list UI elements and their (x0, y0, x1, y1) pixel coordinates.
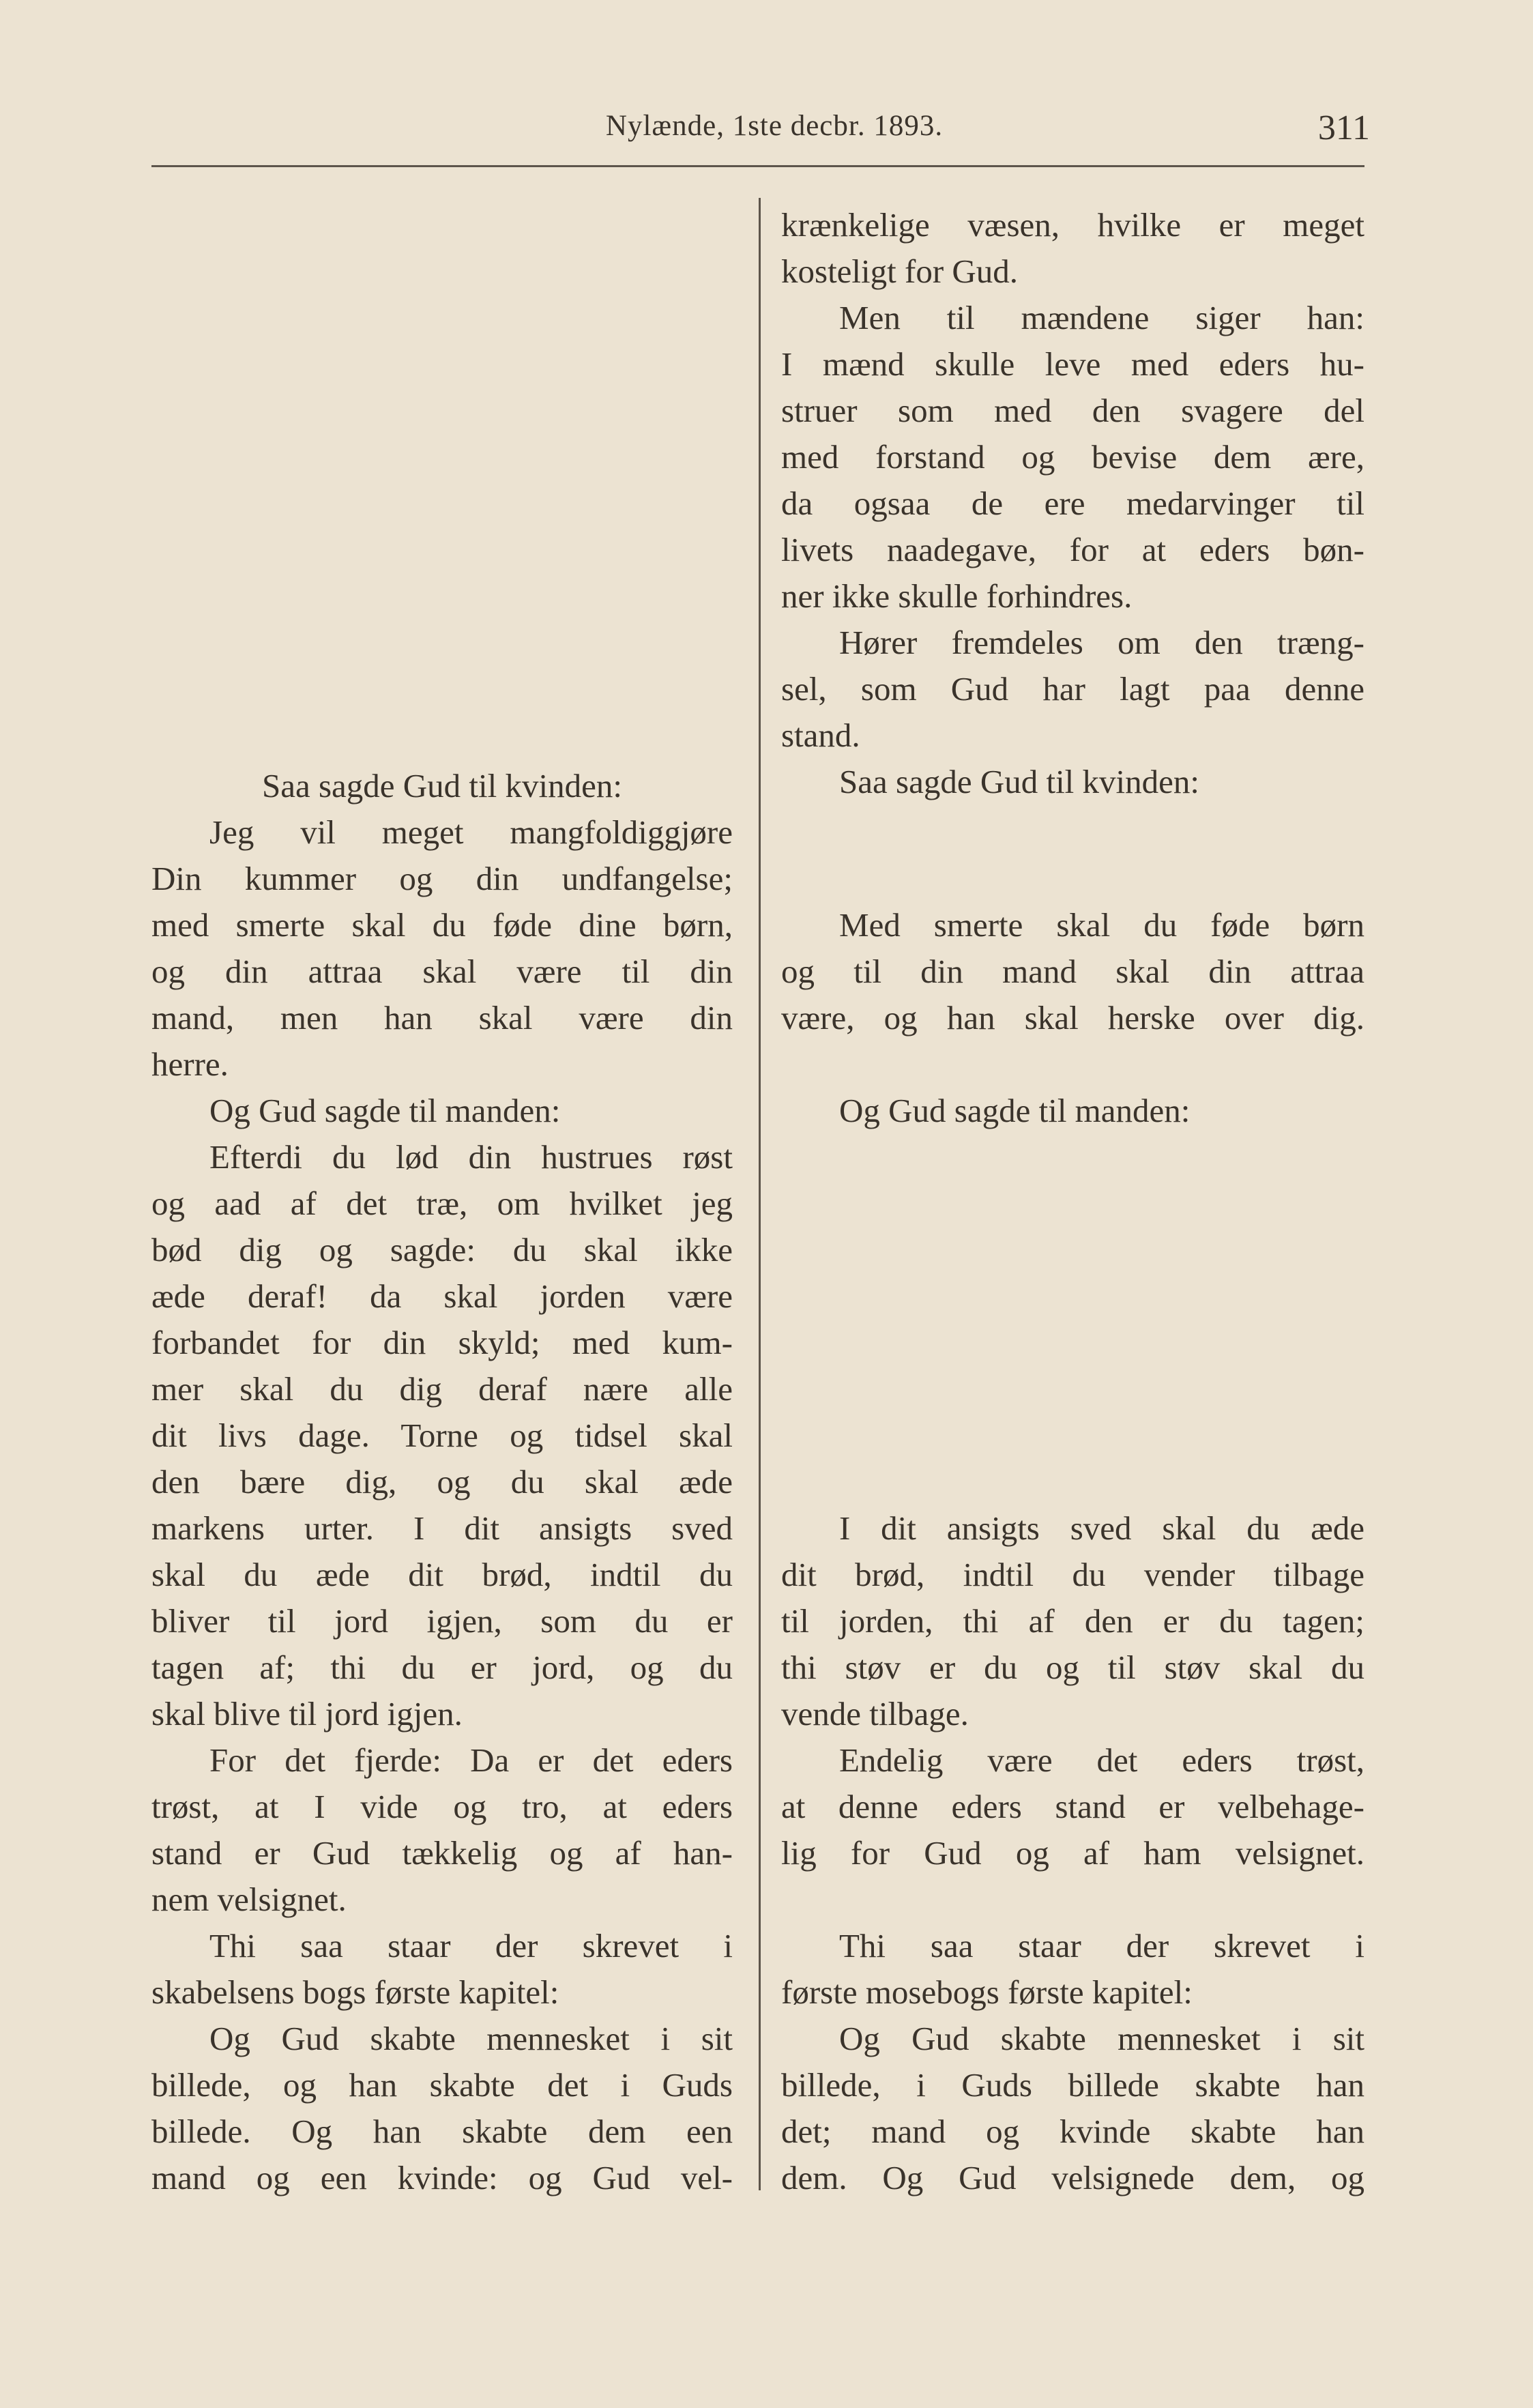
text-line: dit livs dage. Torne og tidsel skal (151, 1417, 733, 1454)
text-line: dit brød, indtil du vender tilbage (781, 1556, 1364, 1593)
text-line: Saa sagde Gud til kvinden: (839, 763, 1200, 800)
text-line: og til din mand skal din attraa (781, 953, 1364, 990)
page-number: 311 (1317, 108, 1370, 147)
text-line: Og Gud skabte mennesket i sit (209, 2020, 733, 2057)
text-line: thi støv er du og til støv skal du (781, 1649, 1364, 1686)
text-line: tagen af; thi du er jord, og du (151, 1649, 733, 1686)
text-line: Din kummer og din undfangelse; (151, 860, 733, 897)
text-line: at denne eders stand er velbehage- (781, 1788, 1364, 1825)
text-line: første mosebogs første kapitel: (781, 1973, 1193, 2011)
text-line: Og Gud skabte mennesket i sit (839, 2020, 1364, 2057)
text-line: Jeg vil meget mangfoldiggjøre (209, 813, 733, 851)
text-line: billede. Og han skabte dem een (151, 2113, 733, 2150)
text-line: og aad af det træ, om hvilket jeg (151, 1185, 733, 1222)
text-line: struer som med den svagere del (781, 392, 1364, 429)
text-line: skal du æde dit brød, indtil du (151, 1556, 733, 1593)
column-divider (759, 198, 761, 2190)
text-line: mer skal du dig deraf nære alle (151, 1370, 733, 1408)
text-line: kosteligt for Gud. (781, 252, 1019, 290)
text-line: trøst, at I vide og tro, at eders (151, 1788, 733, 1825)
running-header: Nylænde, 1ste decbr. 1893. (605, 110, 944, 142)
text-line: forbandet for din skyld; med kum- (151, 1324, 733, 1361)
text-line: livets naadegave, for at eders bøn- (781, 531, 1364, 568)
text-line: For det fjerde: Da er det eders (209, 1741, 733, 1779)
text-line: nem velsignet. (151, 1881, 347, 1918)
text-line: dem. Og Gud velsignede dem, og (781, 2159, 1364, 2196)
text-line: Og Gud sagde til manden: (839, 1092, 1191, 1129)
text-line: bød dig og sagde: du skal ikke (151, 1231, 733, 1268)
text-line: I mænd skulle leve med eders hu- (781, 345, 1364, 383)
text-line: mand, men han skal være din (151, 999, 733, 1036)
text-line: I dit ansigts sved skal du æde (839, 1509, 1364, 1547)
header-rule (151, 165, 1364, 167)
text-line: Hører fremdeles om den træng- (839, 624, 1364, 661)
text-line: billede, i Guds billede skabte han (781, 2066, 1364, 2104)
text-line: Endelig være det eders trøst, (839, 1741, 1364, 1779)
text-line: det; mand og kvinde skabte han (781, 2113, 1364, 2150)
text-line: Saa sagde Gud til kvinden: (261, 767, 623, 804)
text-line: stand er Gud tækkelig og af han- (151, 1834, 733, 1872)
text-line: og din attraa skal være til din (151, 953, 733, 990)
text-line: herre. (151, 1045, 229, 1083)
text-line: mand og een kvinde: og Gud vel- (151, 2159, 733, 2196)
text-line: da ogsaa de ere medarvinger til (781, 484, 1364, 522)
text-line: sel, som Gud har lagt paa denne (781, 670, 1364, 708)
text-line: være, og han skal herske over dig. (781, 999, 1364, 1036)
text-line: Og Gud sagde til manden: (209, 1092, 561, 1129)
text-line: vende tilbage. (781, 1695, 969, 1732)
text-line: skal blive til jord igjen. (151, 1695, 463, 1732)
text-line: med smerte skal du føde dine børn, (151, 906, 733, 944)
text-line: ner ikke skulle forhindres. (781, 577, 1133, 615)
text-line: Thi saa staar der skrevet i (839, 1927, 1364, 1964)
text-line: den bære dig, og du skal æde (151, 1463, 733, 1500)
text-line: til jorden, thi af den er du tagen; (781, 1602, 1364, 1640)
text-line: krænkelige væsen, hvilke er meget (781, 206, 1364, 244)
text-line: Men til mændene siger han: (839, 299, 1364, 336)
text-line: Efterdi du lød din hustrues røst (209, 1138, 733, 1176)
text-line: markens urter. I dit ansigts sved (151, 1509, 733, 1547)
text-line: bliver til jord igjen, som du er (151, 1602, 733, 1640)
text-line: Thi saa staar der skrevet i (209, 1927, 733, 1964)
text-line: æde deraf! da skal jorden være (151, 1277, 733, 1315)
text-line: Med smerte skal du føde børn (839, 906, 1364, 944)
text-line: lig for Gud og af ham velsignet. (781, 1834, 1364, 1872)
text-line: stand. (781, 716, 860, 754)
text-line: med forstand og bevise dem ære, (781, 438, 1364, 476)
text-line: billede, og han skabte det i Guds (151, 2066, 733, 2104)
text-line: skabelsens bogs første kapitel: (151, 1973, 559, 2011)
